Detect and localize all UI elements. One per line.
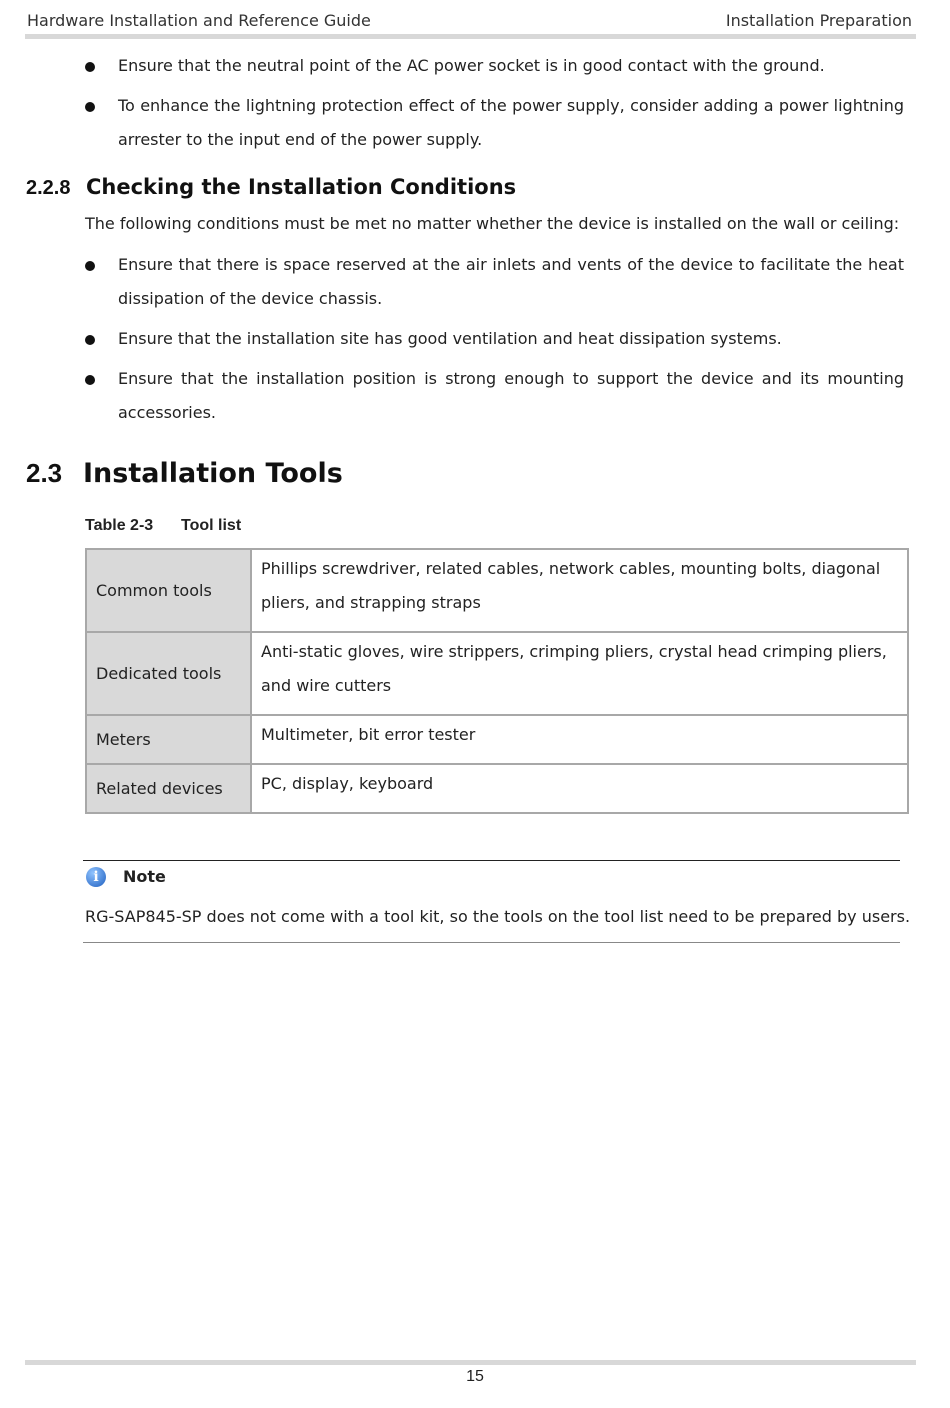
table-key-cell: Common tools — [86, 549, 251, 632]
bullet-dot-icon — [85, 335, 95, 345]
table-value-cell: Phillips screwdriver, related cables, network cables, mounting bolts, diagonal pliers, and strapping straps — [251, 549, 908, 632]
table-row — [86, 549, 908, 632]
bullet-text: Ensure that there is space reserved at the air inlets and vents of the device to facilitate the heat dissipation of the device chassis. — [118, 255, 904, 308]
bullet-text: Ensure that the installation position is strong enough to support the device and its mounting accessories. — [118, 369, 904, 422]
bullet-text: Ensure that the neutral point of the AC power socket is in good contact with the ground. — [118, 56, 825, 75]
bullet-dot-icon — [85, 261, 95, 271]
section-number: 2.2.8 — [26, 177, 71, 199]
section-intro: The following conditions must be met no matter whether the device is installed on the wall or ceiling: — [85, 214, 900, 233]
table-row — [86, 632, 908, 715]
note-top-rule — [83, 860, 900, 861]
table-row — [86, 764, 908, 813]
section-heading-2-2-8 — [26, 175, 516, 200]
table-key-cell: Dedicated tools — [86, 632, 251, 715]
header-chapter-title: Installation Preparation — [725, 11, 912, 30]
page-header — [25, 10, 916, 39]
table-caption — [85, 517, 241, 535]
bullet-dot-icon — [85, 375, 95, 385]
table-value-cell: Multimeter, bit error tester — [251, 715, 908, 764]
table-key-cell: Meters — [86, 715, 251, 764]
note-label: Note — [123, 867, 166, 886]
bullet-text: Ensure that the installation site has good ventilation and heat dissipation systems. — [118, 329, 782, 348]
table-key-cell: Related devices — [86, 764, 251, 813]
bullet-item — [85, 322, 904, 356]
page-number: 15 — [466, 1368, 484, 1385]
table-row — [86, 715, 908, 764]
note-text: RG-SAP845-SP does not come with a tool kit, so the tools on the tool list need to be prepared by users. — [85, 907, 911, 926]
section-number: 2.3 — [26, 458, 63, 488]
table-value-cell: PC, display, keyboard — [251, 764, 908, 813]
bullet-item — [85, 49, 904, 83]
table-caption-title: Tool list — [181, 517, 242, 534]
section-heading-2-3 — [26, 458, 343, 489]
tool-list-table — [85, 548, 909, 814]
bullet-item — [85, 89, 904, 157]
table-value-cell: Anti-static gloves, wire strippers, crimping pliers, crystal head crimping pliers, and wire cutters — [251, 632, 908, 715]
bullet-dot-icon — [85, 102, 95, 112]
bullet-item — [85, 248, 904, 316]
bullet-text: To enhance the lightning protection effect of the power supply, consider adding a power lightning arrester to the input end of the power supply. — [118, 96, 904, 149]
bullet-item — [85, 362, 904, 430]
bullet-dot-icon — [85, 62, 95, 72]
table-caption-number: Table 2-3 — [85, 517, 154, 534]
note-bottom-rule — [83, 942, 900, 943]
section-title: Installation Tools — [83, 458, 343, 489]
section-title: Checking the Installation Conditions — [86, 175, 517, 199]
footer-rule — [25, 1360, 916, 1365]
info-icon: i — [86, 867, 106, 887]
header-doc-title: Hardware Installation and Reference Guide — [27, 11, 371, 30]
